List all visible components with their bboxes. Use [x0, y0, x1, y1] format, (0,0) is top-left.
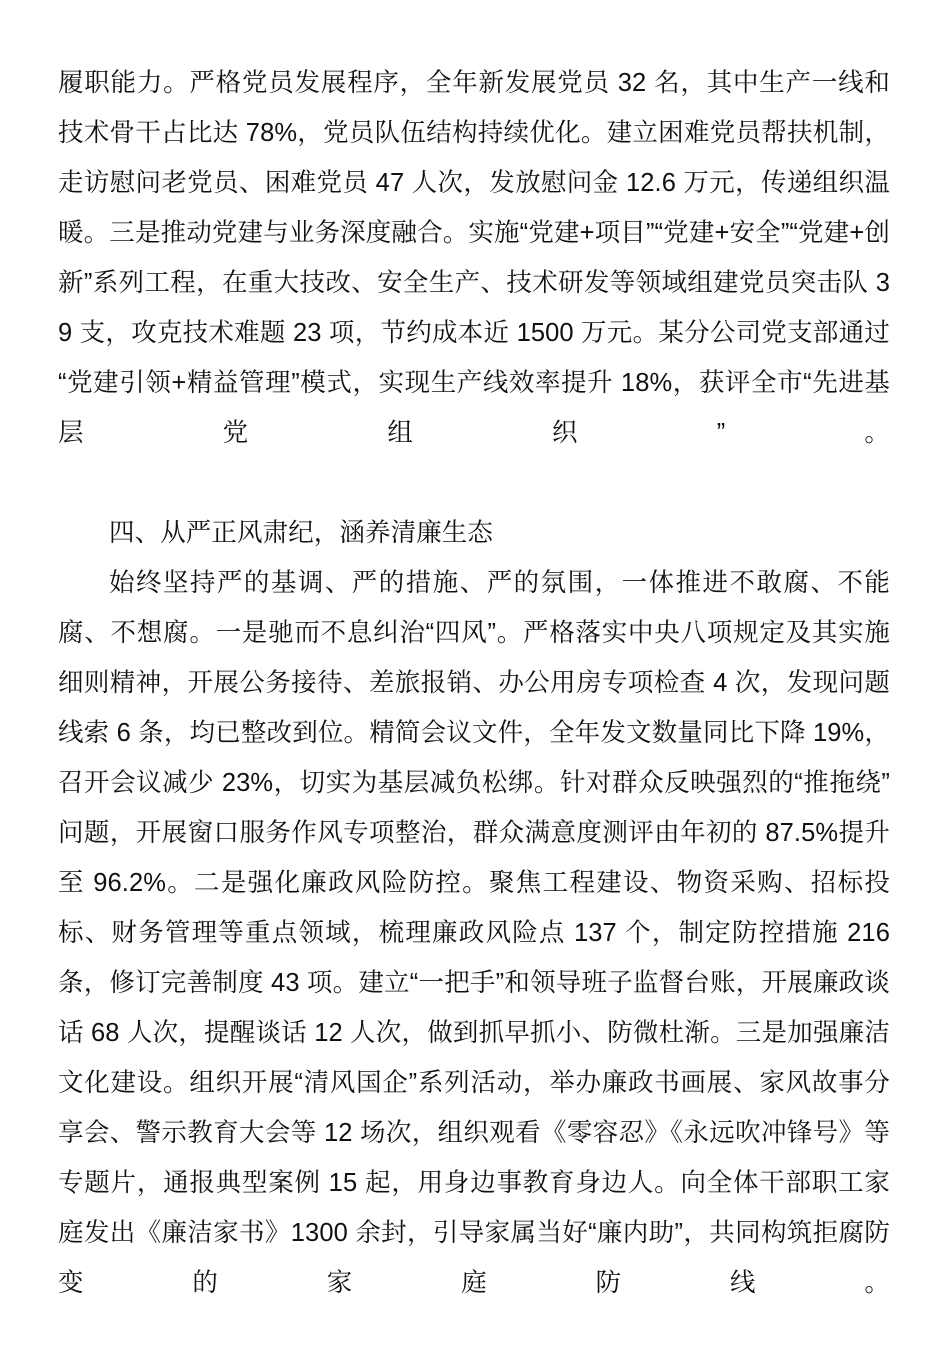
section-heading-four: 四、从严正风肃纪，涵养清廉生态 [109, 519, 494, 547]
paragraph-party-building-continued: 履职能力。严格党员发展程序，全年新发展党员 32 名，其中生产一线和技术骨干占比达 78%，党员队伍结构持续优化。建立困难党员帮扶机制，走访慰问老党员、困难党员 47 人次，发放慰问金 12.6 万元，传递组织温暖。三是推动党建与业务深度融合。实施“党建+项目”“党建+安全”“党建+创新”系列工程，在重大技改、安全生产、技术研发等领域组建党员突击队 39 支，攻克技术难题 23 项，节约成本近 1500 万元。某分公司党支部通过“党建引领+精益管理”模式，实现生产线效率提升 18%，获评全市“先进基层党组织”。 [58, 69, 890, 447]
paragraph-discipline-and-integrity: 始终坚持严的基调、严的措施、严的氛围，一体推进不敢腐、不能腐、不想腐。一是驰而不息纠治“四风”。严格落实中央八项规定及其实施细则精神，开展公务接待、差旅报销、办公用房专项检查 4 次，发现问题线索 6 条，均已整改到位。精简会议文件，全年发文数量同比下降 19%，召开会议减少 23%，切实为基层减负松绑。针对群众反映强烈的“推拖绕”问题，开展窗口服务作风专项整治，群众满意度测评由年初的 87.5%提升至 96.2%。二是强化廉政风险防控。聚焦工程建设、物资采购、招标投标、财务管理等重点领域，梳理廉政风险点 137 个，制定防控措施 216 条，修订完善制度 43 项。建立“一把手”和领导班子监督台账，开展廉政谈话 68 人次，提醒谈话 12 人次，做到抓早抓小、防微杜渐。三是加强廉洁文化建设。组织开展“清风国企”系列活动，举办廉政书画展、家风故事分享会、警示教育大会等 12 场次，组织观看《零容忍》《永远吹冲锋号》等专题片，通报典型案例 15 起，用身边事教育身边人。向全体干部职工家庭发出《廉洁家书》1300 余封，引导家属当好“廉内助”，共同构筑拒腐防变的家庭防线。 [58, 569, 890, 1297]
document-body [58, 58, 890, 1358]
